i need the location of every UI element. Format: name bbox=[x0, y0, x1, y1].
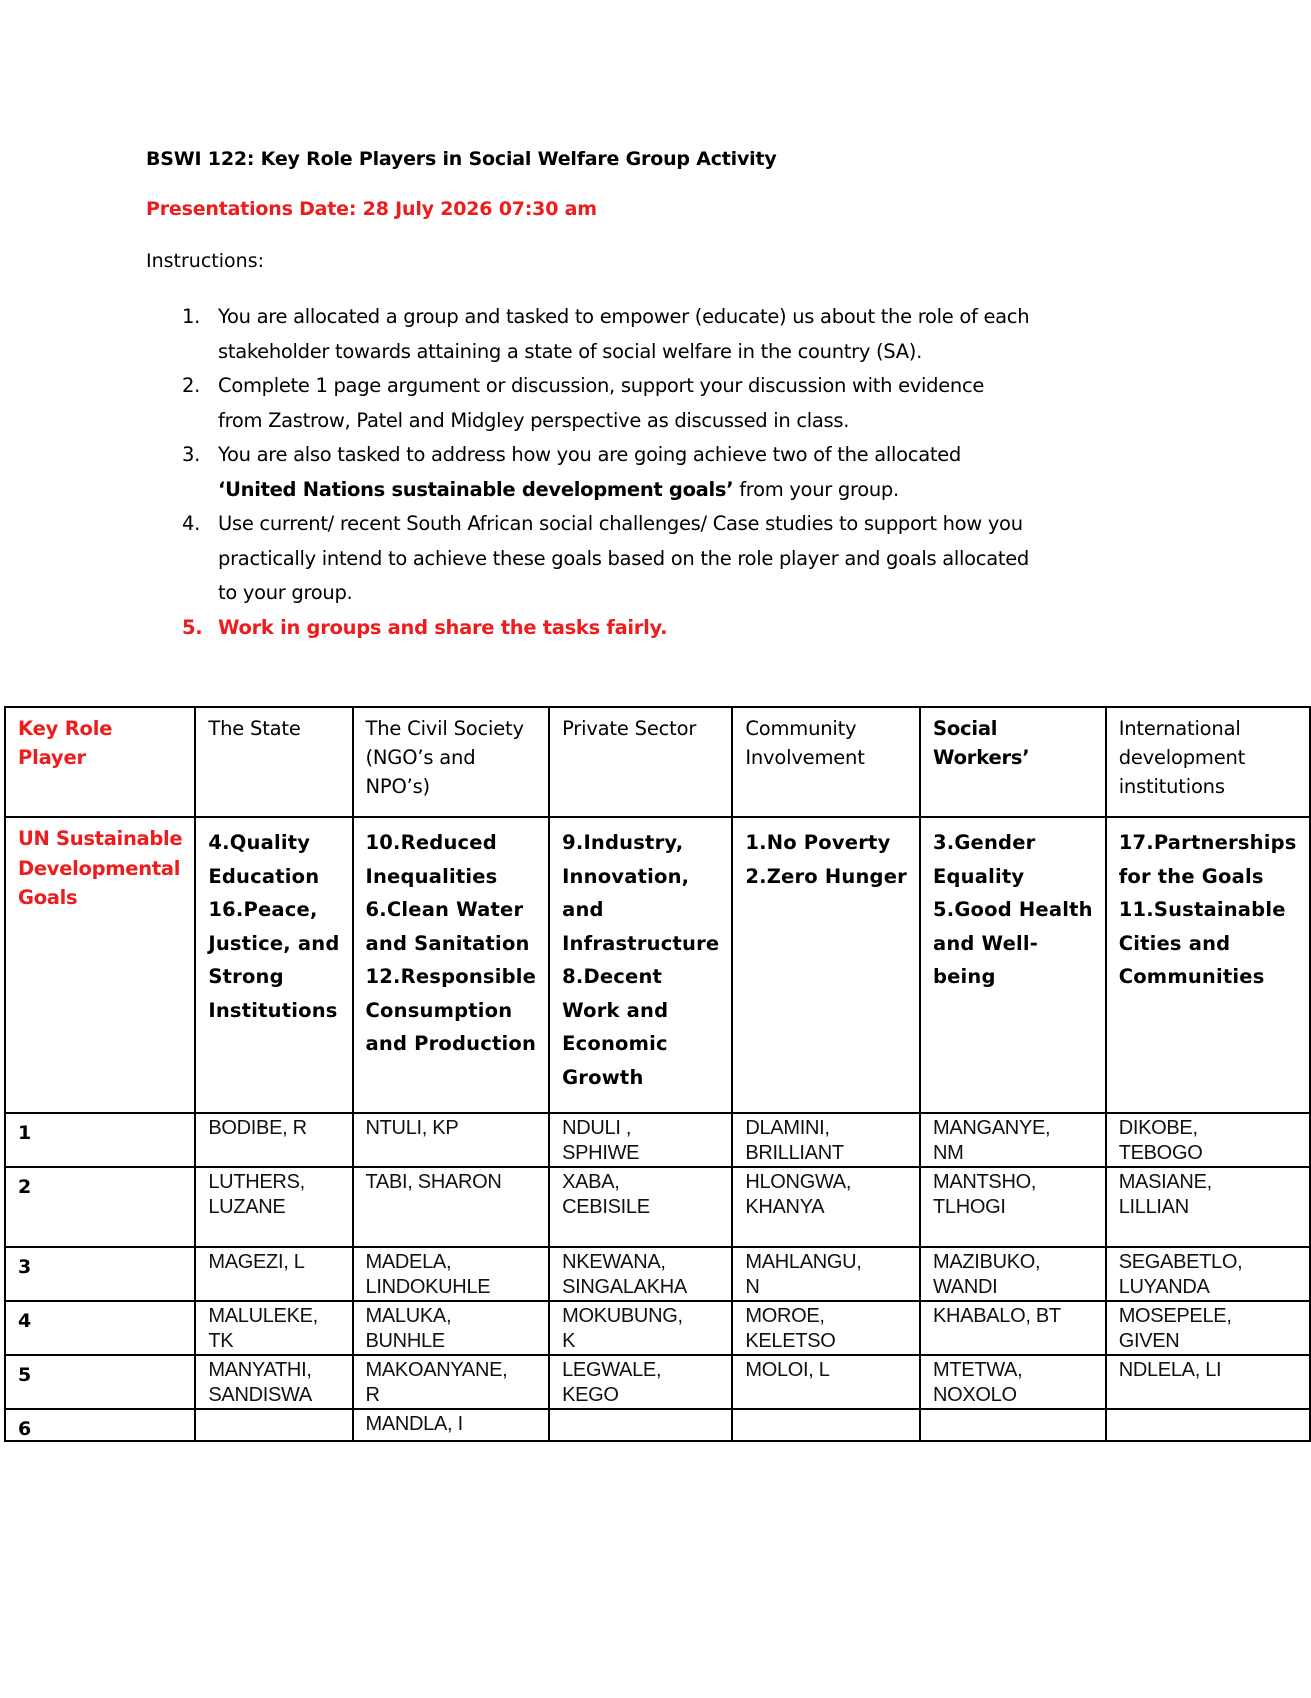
cell-line: MAHLANGU, bbox=[745, 1251, 862, 1273]
member-cell bbox=[1106, 1113, 1310, 1167]
sdg-emphasis: ‘United Nations sustainable development goals’ bbox=[218, 477, 734, 501]
member-cell bbox=[732, 1247, 920, 1301]
cell-line: Cities and bbox=[1118, 931, 1231, 955]
role-player-header bbox=[549, 707, 732, 817]
instruction-item bbox=[146, 438, 1076, 507]
cell-line: MAKOANYANE, bbox=[365, 1359, 508, 1381]
member-cell bbox=[732, 1301, 920, 1355]
instruction-text-rest: from your group. bbox=[733, 477, 899, 501]
cell-line: Developmental bbox=[18, 856, 181, 880]
cell-line: MOKUBUNG, bbox=[562, 1305, 683, 1327]
cell-line: Justice, and bbox=[208, 931, 340, 955]
cell-line: 17.Partnerships bbox=[1118, 831, 1297, 854]
member-cell bbox=[195, 1355, 352, 1409]
instruction-text: You are allocated a group and tasked to empower (educate) us about the role of each bbox=[218, 305, 1030, 328]
member-cell bbox=[353, 1409, 550, 1441]
cell-line: WANDI bbox=[932, 1276, 998, 1298]
member-cell bbox=[195, 1247, 352, 1301]
group-number: 6 bbox=[5, 1409, 195, 1441]
cell-line: DLAMINI, bbox=[745, 1117, 830, 1139]
cell-line: NOXOLO bbox=[932, 1384, 1017, 1406]
cell-line: 8.Decent bbox=[562, 965, 663, 988]
cell-line: Work and bbox=[562, 998, 669, 1022]
instruction-text: Work in groups and share the tasks fairly. bbox=[218, 615, 668, 639]
cell-line: being bbox=[932, 965, 996, 988]
cell-line: NDLELA, LI bbox=[1118, 1359, 1222, 1381]
cell-line: LUZANE bbox=[208, 1196, 286, 1218]
cell-line: 5.Good Health bbox=[932, 898, 1093, 921]
key-role-player-label bbox=[5, 707, 195, 817]
member-cell bbox=[920, 1247, 1106, 1301]
cell-line: Communities bbox=[1118, 965, 1265, 988]
cell-line: LILLIAN bbox=[1118, 1196, 1189, 1218]
instructions-list bbox=[146, 300, 1076, 645]
member-cell bbox=[1106, 1409, 1310, 1441]
cell-line: NDULI , bbox=[562, 1117, 632, 1139]
table-row bbox=[5, 1247, 1310, 1301]
cell-line: TABI, SHARON bbox=[365, 1171, 502, 1193]
cell-line: Economic bbox=[562, 1032, 668, 1055]
table-row bbox=[5, 1409, 1310, 1441]
group-allocation-table bbox=[4, 706, 1311, 1442]
cell-line: 6.Clean Water bbox=[365, 898, 524, 921]
cell-line: MANTSHO, bbox=[932, 1171, 1037, 1193]
cell-line: SANDISWA bbox=[208, 1384, 312, 1406]
role-player-header bbox=[353, 707, 550, 817]
group-number: 5 bbox=[5, 1355, 195, 1409]
cell-line: Inequalities bbox=[365, 864, 498, 888]
member-cell bbox=[195, 1113, 352, 1167]
cell-line: MALULEKE, bbox=[208, 1305, 318, 1327]
sdg-cell bbox=[549, 817, 732, 1113]
cell-line: for the Goals bbox=[1118, 864, 1264, 888]
cell-line: LINDOKUHLE bbox=[365, 1276, 491, 1298]
instruction-item bbox=[146, 611, 1076, 646]
cell-line: NTULI, KP bbox=[365, 1117, 459, 1139]
cell-line: LUTHERS, bbox=[208, 1171, 305, 1193]
instruction-item bbox=[146, 507, 1076, 611]
cell-line: NPO’s) bbox=[365, 775, 430, 798]
instruction-text: from Zastrow, Patel and Midgley perspective as discussed in class. bbox=[218, 408, 850, 432]
member-cell bbox=[353, 1113, 550, 1167]
table-row bbox=[5, 1301, 1310, 1355]
cell-line: Growth bbox=[562, 1065, 644, 1089]
member-cell bbox=[920, 1167, 1106, 1247]
cell-line: BRILLIANT bbox=[745, 1142, 844, 1164]
cell-line: Private Sector bbox=[562, 717, 697, 740]
cell-line: KEGO bbox=[562, 1384, 619, 1406]
cell-line: and Production bbox=[365, 1032, 537, 1055]
cell-line: (NGO’s and bbox=[365, 746, 476, 769]
goals-row bbox=[5, 817, 1310, 1113]
cell-line: MOROE, bbox=[745, 1305, 825, 1327]
instruction-text: to your group. bbox=[218, 581, 353, 604]
cell-line: HLONGWA, bbox=[745, 1171, 852, 1193]
cell-line: MOLOI, L bbox=[745, 1359, 830, 1381]
cell-line: 10.Reduced bbox=[365, 831, 497, 854]
cell-line: Equality bbox=[932, 864, 1025, 888]
cell-line: BUNHLE bbox=[365, 1330, 445, 1352]
member-cell bbox=[353, 1355, 550, 1409]
cell-line: KELETSO bbox=[745, 1330, 836, 1352]
cell-line: XABA, bbox=[562, 1171, 620, 1193]
member-cell bbox=[353, 1247, 550, 1301]
cell-line: MANDLA, I bbox=[365, 1413, 463, 1435]
document-title: BSWI 122: Key Role Players in Social Welfare Group Activity bbox=[146, 148, 777, 170]
cell-line: DIKOBE, bbox=[1118, 1117, 1198, 1139]
member-cell bbox=[732, 1113, 920, 1167]
member-cell bbox=[920, 1409, 1106, 1441]
cell-line: 11.Sustainable bbox=[1118, 898, 1286, 921]
instruction-number: 4. bbox=[182, 512, 201, 535]
cell-line: MAZIBUKO, bbox=[932, 1251, 1041, 1273]
member-cell bbox=[732, 1167, 920, 1247]
member-cell bbox=[1106, 1355, 1310, 1409]
cell-line: TLHOGI bbox=[932, 1196, 1006, 1218]
sdg-cell bbox=[1106, 817, 1310, 1113]
cell-line: Strong bbox=[208, 965, 284, 988]
cell-line: BODIBE, R bbox=[208, 1117, 307, 1139]
member-cell bbox=[549, 1113, 732, 1167]
cell-line: MANYATHI, bbox=[208, 1359, 312, 1381]
cell-line: KHANYA bbox=[745, 1196, 825, 1218]
group-number: 4 bbox=[5, 1301, 195, 1355]
cell-line: MAGEZI, L bbox=[208, 1251, 305, 1273]
cell-line: institutions bbox=[1118, 775, 1225, 798]
cell-line: Involvement bbox=[745, 746, 865, 769]
member-cell bbox=[920, 1113, 1106, 1167]
member-cell bbox=[1106, 1301, 1310, 1355]
cell-line: development bbox=[1118, 746, 1246, 769]
instruction-text: You are also tasked to address how you are going achieve two of the allocated bbox=[218, 443, 961, 466]
instruction-item bbox=[146, 300, 1076, 369]
cell-line: MALUKA, bbox=[365, 1305, 452, 1327]
cell-line: Social bbox=[932, 717, 998, 740]
member-cell bbox=[549, 1247, 732, 1301]
member-cell bbox=[195, 1301, 352, 1355]
cell-line: Institutions bbox=[208, 998, 338, 1022]
cell-line: Infrastructure bbox=[562, 931, 720, 955]
cell-line: MASIANE, bbox=[1118, 1171, 1212, 1193]
cell-line: TEBOGO bbox=[1118, 1142, 1203, 1164]
cell-line: MADELA, bbox=[365, 1251, 452, 1273]
cell-line: SINGALAKHA bbox=[562, 1276, 687, 1298]
cell-line: The Civil Society bbox=[365, 717, 524, 740]
cell-line: N bbox=[745, 1276, 760, 1298]
group-number: 3 bbox=[5, 1247, 195, 1301]
cell-line: 1.No Poverty bbox=[745, 831, 891, 854]
role-player-header bbox=[920, 707, 1106, 817]
cell-line: Key Role bbox=[18, 717, 113, 740]
cell-line: K bbox=[562, 1330, 576, 1352]
cell-line: CEBISILE bbox=[562, 1196, 650, 1218]
member-cell bbox=[1106, 1167, 1310, 1247]
table-row bbox=[5, 1113, 1310, 1167]
instructions-label: Instructions: bbox=[146, 250, 264, 272]
role-player-header bbox=[732, 707, 920, 817]
cell-line: R bbox=[365, 1384, 380, 1406]
cell-line: SEGABETLO, bbox=[1118, 1251, 1243, 1273]
member-cell bbox=[353, 1301, 550, 1355]
group-number: 1 bbox=[5, 1113, 195, 1167]
cell-line: NM bbox=[932, 1142, 964, 1164]
cell-line: 3.Gender bbox=[932, 831, 1036, 854]
member-cell bbox=[732, 1355, 920, 1409]
member-cell bbox=[549, 1167, 732, 1247]
instruction-number: 1. bbox=[182, 305, 201, 328]
cell-line: The State bbox=[208, 717, 301, 740]
role-player-header bbox=[195, 707, 352, 817]
cell-line: Goals bbox=[18, 886, 78, 909]
sdg-cell bbox=[920, 817, 1106, 1113]
cell-line: NKEWANA, bbox=[562, 1251, 666, 1273]
presentation-date: Presentations Date: 28 July 2026 07:30 am bbox=[146, 198, 597, 220]
cell-line: Workers’ bbox=[932, 746, 1030, 769]
cell-line: LUYANDA bbox=[1118, 1276, 1210, 1298]
instruction-text: practically intend to achieve these goals based on the role player and goals allocated bbox=[218, 546, 1029, 570]
cell-line: MANGANYE, bbox=[932, 1117, 1051, 1139]
cell-line: MTETWA, bbox=[932, 1359, 1023, 1381]
instruction-number: 5. bbox=[182, 615, 203, 639]
sdg-cell bbox=[353, 817, 550, 1113]
cell-line: 16.Peace, bbox=[208, 898, 318, 921]
instruction-text: Complete 1 page argument or discussion, support your discussion with evidence bbox=[218, 374, 985, 397]
cell-line: and Sanitation bbox=[365, 931, 530, 955]
instruction-item bbox=[146, 369, 1076, 438]
member-cell bbox=[549, 1355, 732, 1409]
cell-line: KHABALO, BT bbox=[932, 1305, 1061, 1327]
member-cell bbox=[353, 1167, 550, 1247]
cell-line: SPHIWE bbox=[562, 1142, 640, 1164]
cell-line: Community bbox=[745, 717, 857, 740]
member-cell bbox=[195, 1409, 352, 1441]
sdg-cell bbox=[195, 817, 352, 1113]
cell-line: 9.Industry, bbox=[562, 831, 684, 854]
instruction-number: 3. bbox=[182, 443, 201, 466]
table-row bbox=[5, 1167, 1310, 1247]
instruction-number: 2. bbox=[182, 374, 201, 397]
cell-line: LEGWALE, bbox=[562, 1359, 662, 1381]
cell-line: UN Sustainable bbox=[18, 827, 183, 850]
cell-line: and Well- bbox=[932, 931, 1039, 955]
cell-line: GIVEN bbox=[1118, 1330, 1180, 1352]
cell-line: Education bbox=[208, 864, 320, 888]
un-goals-label bbox=[5, 817, 195, 1113]
instruction-text: stakeholder towards attaining a state of social welfare in the country (SA). bbox=[218, 339, 922, 363]
member-cell bbox=[920, 1301, 1106, 1355]
instruction-text: Use current/ recent South African social challenges/ Case studies to support how you bbox=[218, 512, 1023, 535]
member-cell bbox=[195, 1167, 352, 1247]
cell-line: 4.Quality bbox=[208, 831, 311, 854]
cell-line: and bbox=[562, 898, 604, 921]
group-number: 2 bbox=[5, 1167, 195, 1247]
member-cell bbox=[549, 1301, 732, 1355]
cell-line: International bbox=[1118, 717, 1241, 740]
cell-line: Player bbox=[18, 746, 86, 769]
role-player-header bbox=[1106, 707, 1310, 817]
instruction-text bbox=[218, 473, 1076, 508]
cell-line: Consumption bbox=[365, 998, 513, 1022]
sdg-cell bbox=[732, 817, 920, 1113]
header-row bbox=[5, 707, 1310, 817]
member-cell bbox=[549, 1409, 732, 1441]
member-cell bbox=[1106, 1247, 1310, 1301]
member-cell bbox=[732, 1409, 920, 1441]
cell-line: 12.Responsible bbox=[365, 965, 537, 988]
cell-line: MOSEPELE, bbox=[1118, 1305, 1232, 1327]
table-row bbox=[5, 1355, 1310, 1409]
cell-line: TK bbox=[208, 1330, 234, 1352]
cell-line: Innovation, bbox=[562, 864, 690, 888]
cell-line: 2.Zero Hunger bbox=[745, 864, 907, 888]
member-cell bbox=[920, 1355, 1106, 1409]
